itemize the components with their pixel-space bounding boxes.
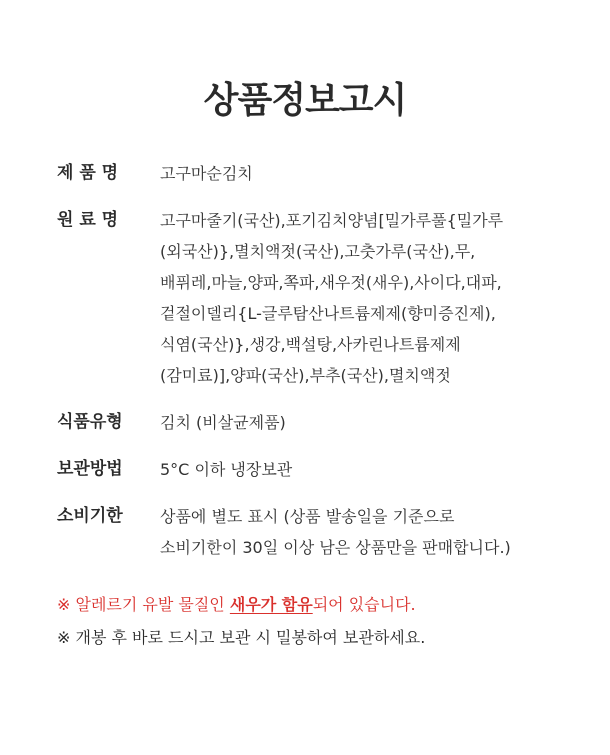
allergy-notice-emphasis: 새우가 함유 [229, 595, 313, 614]
row-product-name [57, 158, 567, 189]
ingredients-line: 고구마줄기(국산),포기김치양념[밀가루풀{밀가루 [160, 211, 504, 230]
product-name-line: 고구마순김치 [160, 164, 253, 183]
product-name-label: 제 품 명 [57, 163, 119, 183]
ingredients-line: (외국산)},멸치액젓(국산),고춧가루(국산),무, [160, 242, 476, 261]
storage-notice: ※ 개봉 후 바로 드시고 보관 시 밀봉하여 보관하세요. [57, 628, 426, 647]
row-storage-method [57, 454, 567, 485]
row-expiry [57, 501, 567, 563]
allergy-notice-prefix: ※ 알레르기 유발 물질인 [57, 595, 230, 614]
ingredients-line: (감미료)],양파(국산),부추(국산),멸치액젓 [160, 366, 451, 385]
notices [57, 592, 577, 651]
expiry-label: 소비기한 [57, 506, 123, 526]
allergy-notice [57, 592, 577, 618]
allergy-notice-suffix: 되어 있습니다. [312, 595, 416, 614]
ingredients-line: 겉절이델리{L-글루탐산나트륨제제(향미증진제), [160, 304, 496, 323]
page-title: 상품정보고시 [203, 80, 407, 121]
row-food-type [57, 407, 567, 438]
ingredients-label: 원 료 명 [57, 210, 119, 230]
expiry-line: 소비기한이 30일 이상 남은 상품만을 판매합니다.) [160, 538, 511, 557]
food-type-line: 김치 (비살균제품) [160, 413, 286, 432]
food-type-value [160, 407, 567, 438]
storage-method-value [160, 454, 567, 485]
expiry-line: 상품에 별도 표시 (상품 발송일을 기준으로 [160, 507, 455, 526]
ingredients-line: 식염(국산)},생강,백설탕,사카린나트륨제제 [160, 335, 461, 354]
row-ingredients [57, 205, 567, 391]
product-info-table [57, 158, 567, 563]
food-type-label: 식품유형 [57, 412, 123, 432]
expiry-value [160, 501, 567, 563]
storage-method-line: 5°C 이하 냉장보관 [160, 460, 293, 479]
ingredients-value [160, 205, 567, 391]
product-name-value [160, 158, 567, 189]
ingredients-line: 배퓌레,마늘,양파,쪽파,새우젓(새우),사이다,대파, [160, 273, 502, 292]
storage-method-label: 보관방법 [57, 459, 123, 479]
